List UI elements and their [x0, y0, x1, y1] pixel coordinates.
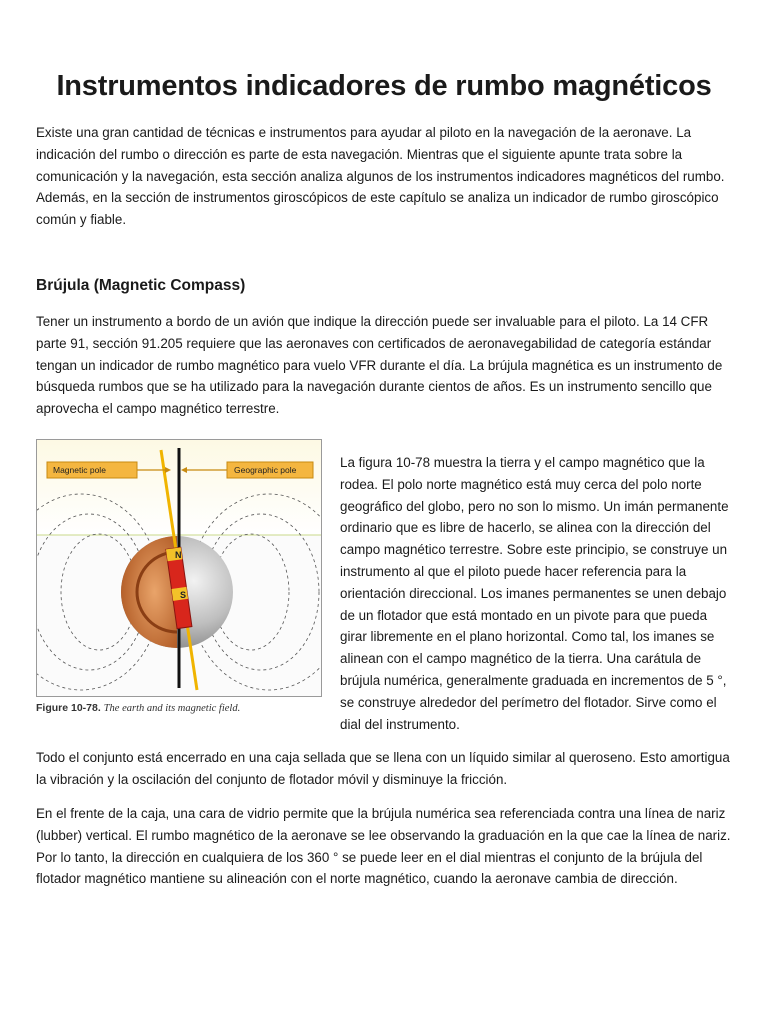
north-pole-label: N — [175, 549, 182, 560]
figure-10-78 — [36, 439, 326, 716]
intro-paragraph: Existe una gran cantidad de técnicas e instrumentos para ayudar al piloto en la navegación de la aeronave. La indicación del rumbo o dirección es parte de esta navegación. Mientras que el siguiente apunte trata sobre la comunicación y la navegación, esta sección analiza algunos de los instrumentos indicadores magnéticos del rumbo. Además, en la sección de instrumentos giroscópicos de este capítulo se analiza un indicador de rumbo giroscópico común y fiable. — [36, 125, 725, 228]
compass-paragraph: Tener un instrumento a bordo de un avión que indique la dirección puede ser invaluable para el piloto. La 14 CFR parte 91, sección 91.205 requiere que las aeronaves con certificados de aeronavegabilidad de categoría estándar tengan un indicador de rumbo magnético para vuelo VFR durante el día. La brújula magnética es un instrumento de búsqueda rumbos que se ha utilizado para la navegación durante cientos de años. Es un instrumento sencillo que aprovecha el campo magnético terrestre. — [36, 313, 723, 417]
section-heading: Brújula (Magnetic Compass) — [36, 276, 246, 294]
sealed-case-paragraph: Todo el conjunto está encerrado en una caja sellada que se llena con un líquido similar al queroseno. Esto amortigua la vibración y la oscilación del conjunto de flotador móvil y disminuye la fricción. — [36, 750, 730, 788]
lubber-line-paragraph: En el frente de la caja, una cara de vidrio permite que la brújula numérica sea referenciada contra una línea de nariz (lubber) vertical. El rumbo magnético de la aeronave se lee observando la graduación en la que cae la línea de nariz. Por lo tanto, la dirección en cualquiera de los 360 ° se puede leer en el dial mientras el conjunto de la brújula del flotador magnético mantiene su alineación con el norte magnético, cuando la aeronave cambia de dirección. — [36, 805, 731, 887]
page-title: Instrumentos indicadores de rumbo magnéticos — [56, 70, 712, 102]
earth-field-paragraph: La figura 10-78 muestra la tierra y el campo magnético que la rodea. El polo norte magnético está muy cerca del polo norte geográfico del globo, pero no son lo mismo. Un imán permanente ordinario que es libre de hacerlo, se alinea con la dirección del campo magnético terrestre. Sobre este principio, se construye un instrumento al que el piloto puede hacer referencia para la orientación direccional. Los imanes permanentes se unen debajo de un flotador que está montado en un pivote para que pueda girar libremente en el plano horizontal. Como tal, los imanes se alinean con el campo magnético de la tierra. Una carátula de brújula numérica, generalmente graduada en incrementos de 5 °, se construye alrededor del perímetro del flotador. Sirve como el dial del instrumento. — [340, 454, 729, 732]
south-pole-label: S — [180, 589, 187, 600]
figure-caption-label: Figure 10-78. — [36, 701, 101, 714]
magnetic-pole-label: Magnetic pole — [53, 464, 106, 475]
figure-caption — [36, 701, 326, 716]
earth-magnetic-field-illustration — [36, 439, 322, 697]
geographic-pole-label: Geographic pole — [234, 464, 297, 475]
figure-caption-text: The earth and its magnetic field. — [103, 702, 241, 714]
